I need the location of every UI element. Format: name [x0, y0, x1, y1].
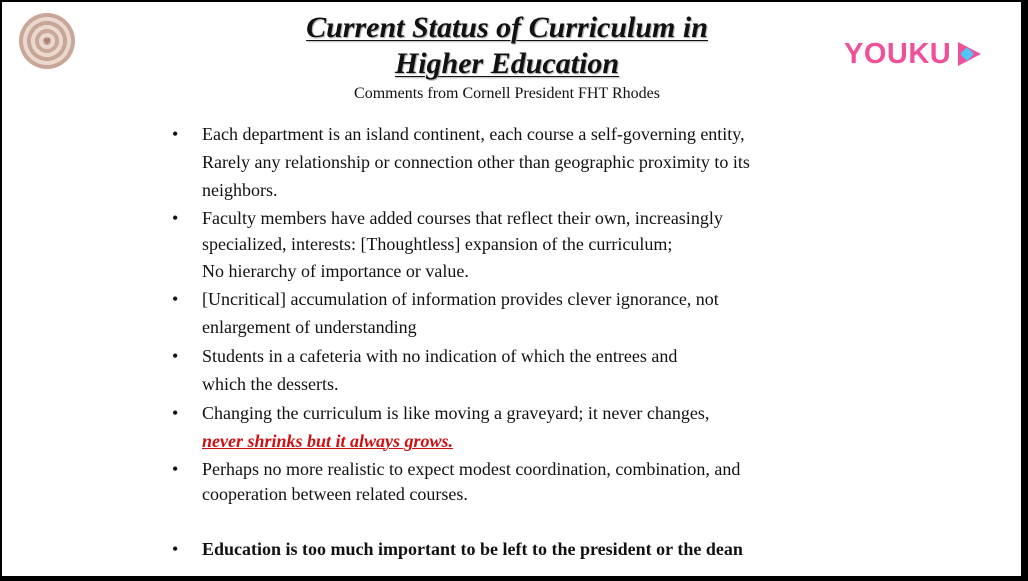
bullet-marker: • — [172, 346, 179, 366]
bullet-4-line-1: Students in a cafeteria with no indication of which the entrees and — [202, 346, 678, 366]
bullet-marker: • — [172, 289, 179, 309]
slide-subtitle: Comments from Cornell President FHT Rhodes — [354, 85, 660, 102]
bullet-5-emphasis: never shrinks but it always grows. — [202, 431, 454, 451]
bullet-marker: • — [172, 539, 179, 559]
bullet-3-line-1: [Uncritical] accumulation of information provides clever ignorance, not — [202, 289, 719, 309]
slide — [2, 2, 1021, 576]
bullet-4-line-2: which the desserts. — [202, 374, 339, 394]
bullet-1-line-2: Rarely any relationship or connection other than geographic proximity to its — [202, 152, 750, 172]
bullet-1-line-1: Each department is an island continent, each course a self-governing entity, — [202, 124, 745, 144]
bullet-marker: • — [172, 459, 179, 479]
bullet-marker: • — [172, 208, 179, 228]
heart-icon: ♥ — [43, 34, 51, 48]
title-line-2: Higher Education — [394, 47, 620, 80]
bullet-list — [2, 2, 1021, 576]
bullet-marker: • — [172, 403, 179, 423]
bullet-2-line-3: No hierarchy of importance or value. — [202, 261, 469, 281]
bullet-1-line-3: neighbors. — [202, 180, 278, 200]
bullet-marker: • — [172, 124, 179, 144]
bullet-6-line-2: cooperation between related courses. — [202, 484, 468, 504]
bullet-6-line-1: Perhaps no more realistic to expect modest coordination, combination, and — [202, 459, 741, 479]
bullet-7-line-1: Education is too much important to be left to the president or the dean — [202, 539, 743, 559]
bullet-5-line-1: Changing the curriculum is like moving a graveyard; it never changes, — [202, 403, 710, 423]
youku-brand-text: YOUKU — [844, 38, 952, 70]
bullet-3-line-2: enlargement of understanding — [202, 317, 417, 337]
bullet-2-line-1: Faculty members have added courses that reflect their own, increasingly — [202, 208, 723, 228]
bullet-2-line-2: specialized, interests: [Thoughtless] expansion of the curriculum; — [202, 234, 673, 254]
title-line-1: Current Status of Curriculum in — [306, 11, 708, 44]
